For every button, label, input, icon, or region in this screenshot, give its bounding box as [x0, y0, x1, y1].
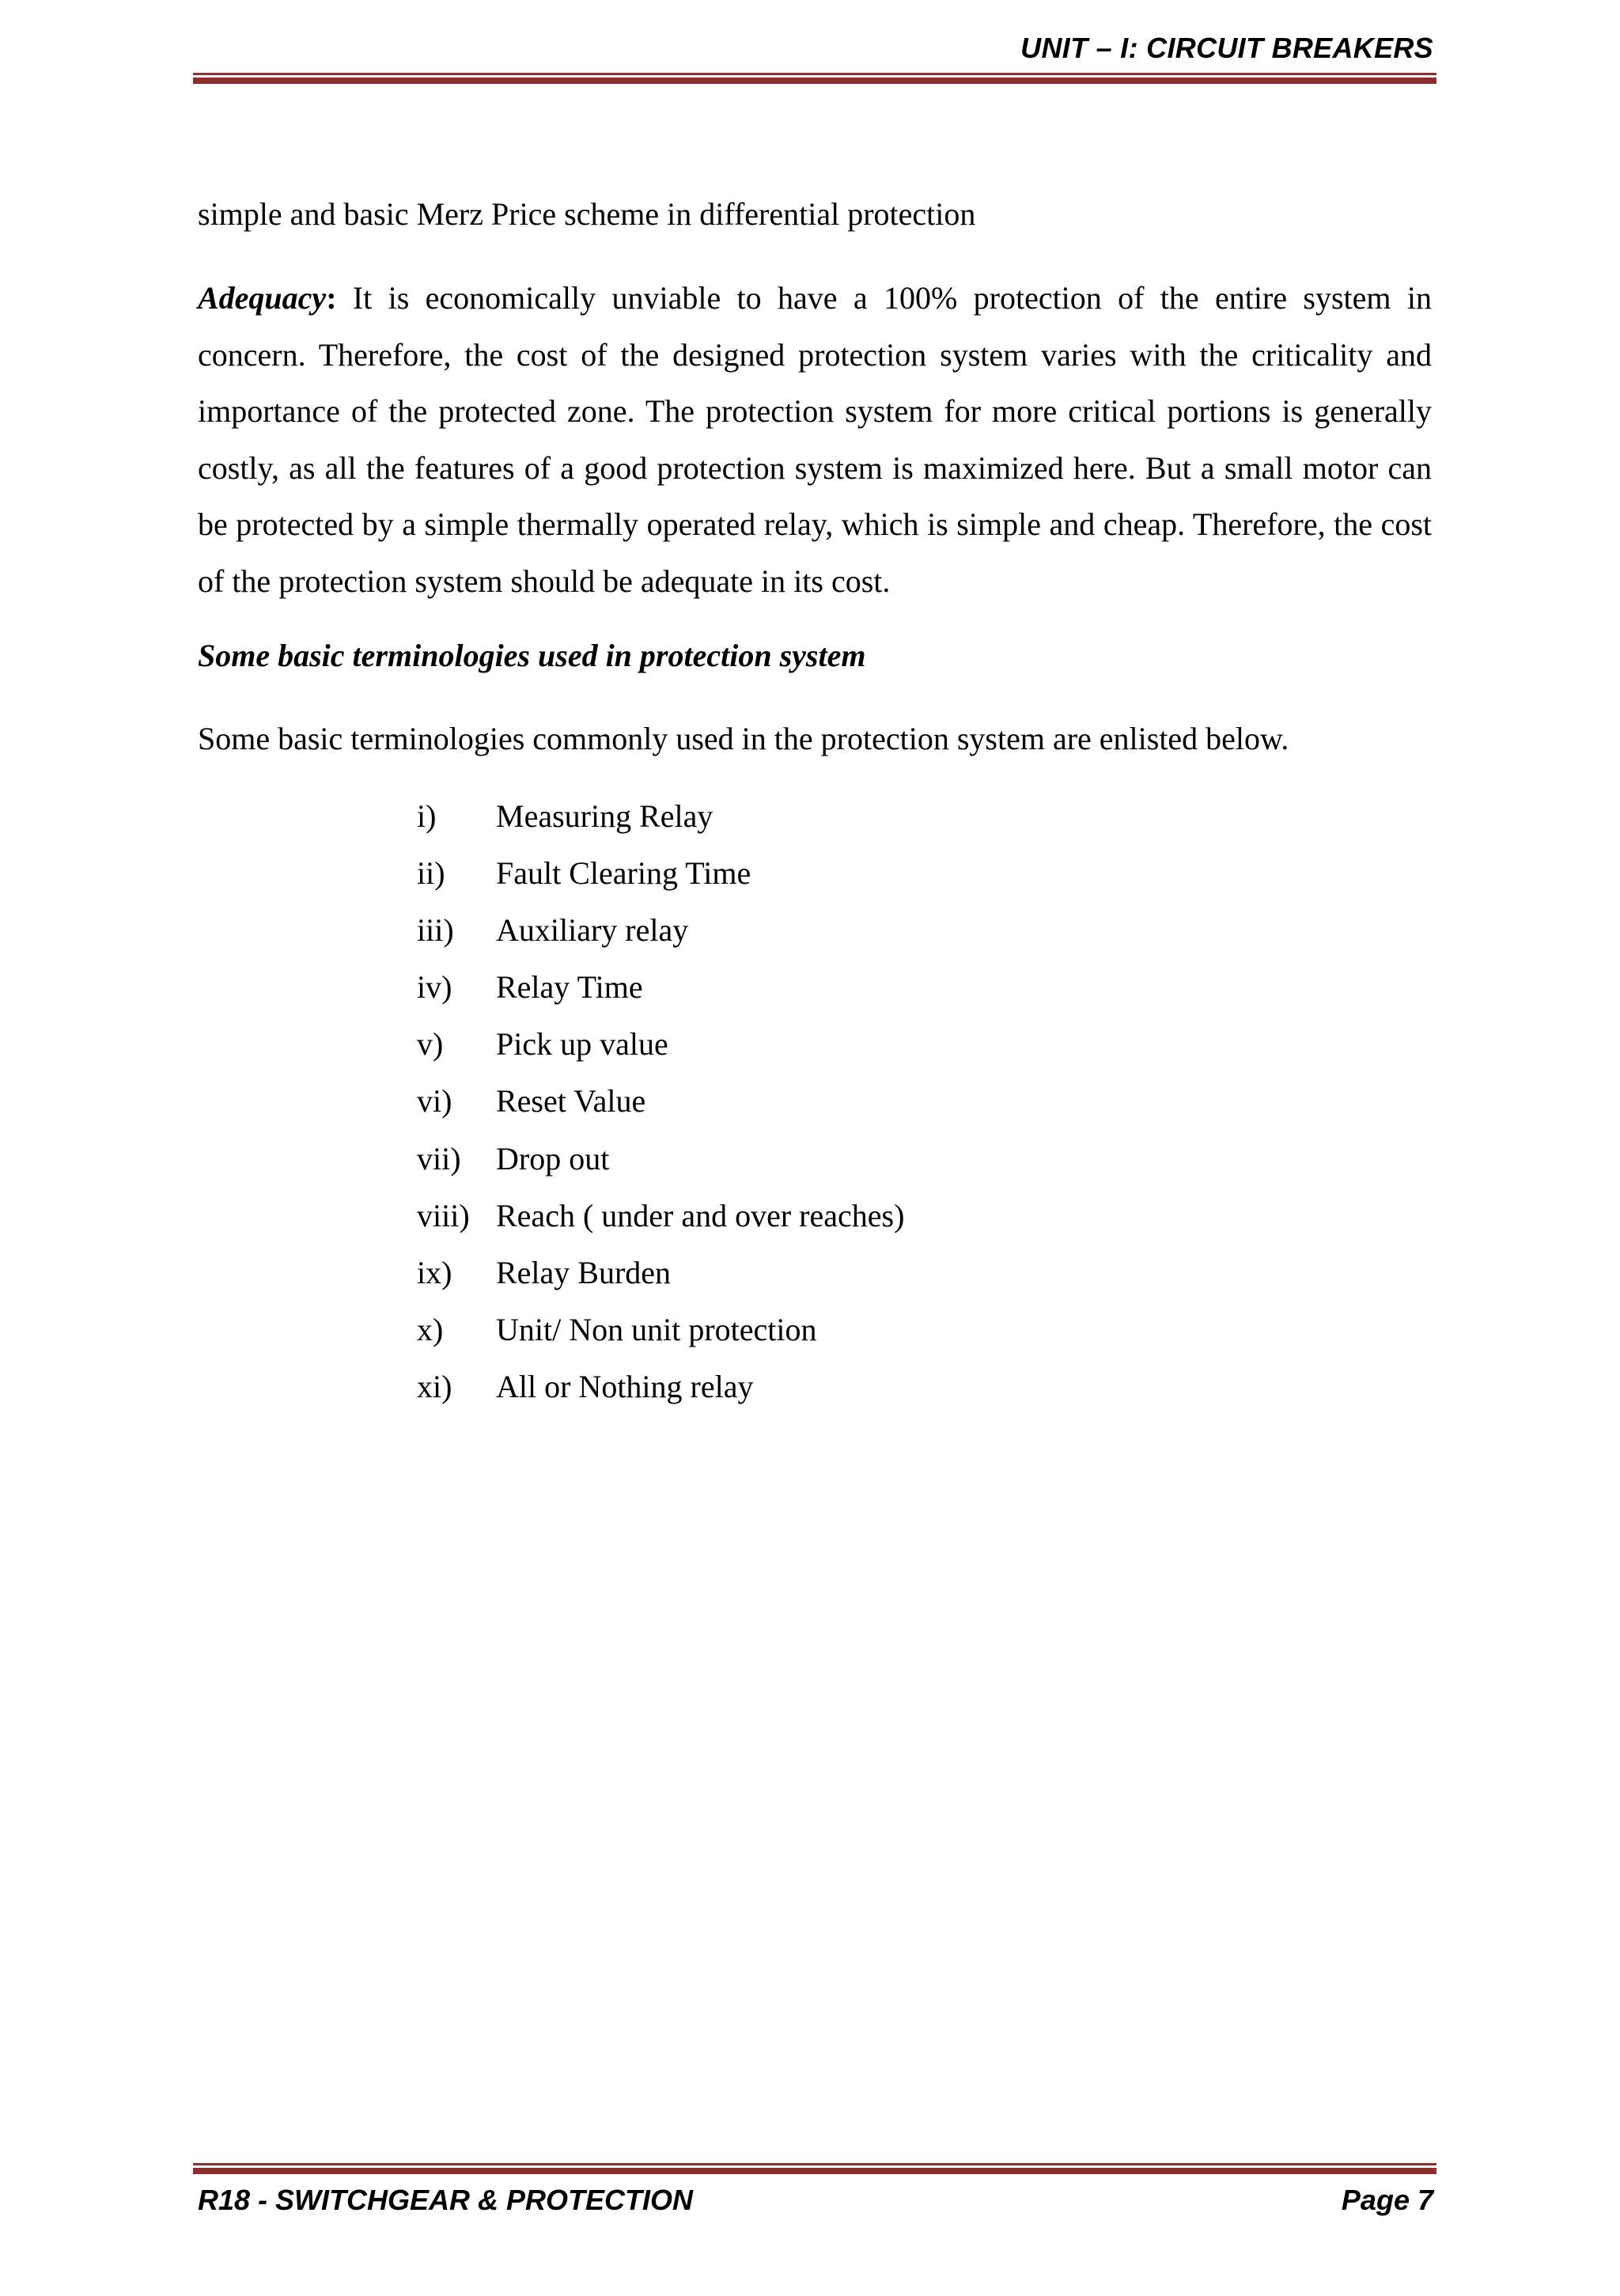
list-item-number: v) — [417, 1026, 444, 1063]
list-item — [417, 845, 904, 902]
list-item-number: vii) — [417, 1140, 461, 1176]
terminology-list — [417, 788, 904, 1415]
list-item-number: iii) — [417, 912, 454, 949]
list-item — [417, 1073, 904, 1130]
header-title: UNIT – I: CIRCUIT BREAKERS — [1020, 32, 1433, 64]
adequacy-colon: : — [326, 280, 337, 316]
list-item — [417, 1245, 904, 1301]
list-item — [417, 902, 904, 959]
list-item-label: Auxiliary relay — [496, 912, 689, 949]
section-intro: Some basic terminologies commonly used in the protection system are enlisted below. — [198, 721, 1289, 756]
list-item-number: ii) — [417, 855, 445, 892]
list-item-label: Relay Time — [496, 969, 643, 1006]
list-item — [417, 1188, 904, 1245]
list-item-label: Drop out — [496, 1140, 610, 1176]
list-item — [417, 1016, 904, 1073]
intro-line: simple and basic Merz Price scheme in differential protection — [198, 196, 976, 232]
section-heading: Some basic terminologies used in protection system — [198, 638, 866, 673]
adequacy-label: Adequacy — [198, 280, 327, 316]
list-item — [417, 1131, 904, 1188]
adequacy-text: It is economically unviable to have a 100% protection of the entire system in concern. Therefore, the cost of the designed protection system varies with the criticality and importance of the protected zone. The protection system for more critical portions is generally costly, as all the features of a good protection system is maximized here. But a small motor can be protected by a simple thermally operated relay, which is simple and cheap. Therefore, the cost of the protection system should be adequate in its cost. — [198, 280, 1432, 599]
list-item-number: x) — [417, 1311, 444, 1347]
list-item — [417, 959, 904, 1016]
list-item-label: All or Nothing relay — [496, 1368, 754, 1404]
list-item-label: Reset Value — [496, 1083, 646, 1120]
list-item-label: Reach ( under and over reaches) — [496, 1197, 905, 1233]
list-item-label: Measuring Relay — [496, 798, 713, 834]
footer-page-number: Page 7 — [1341, 2184, 1433, 2216]
list-item — [417, 1301, 904, 1358]
list-item-number: vi) — [417, 1083, 452, 1120]
list-item-number: ix) — [417, 1254, 452, 1290]
footer-rule — [193, 2163, 1436, 2174]
list-item — [417, 788, 904, 845]
list-item-label: Fault Clearing Time — [496, 855, 751, 892]
list-item-number: i) — [417, 798, 437, 834]
list-item-label: Unit/ Non unit protection — [496, 1311, 817, 1347]
list-item-number: iv) — [417, 969, 452, 1006]
list-item-label: Pick up value — [496, 1026, 668, 1063]
list-item-number: xi) — [417, 1368, 452, 1404]
header-rule — [193, 73, 1436, 84]
footer-course-title: R18 - SWITCHGEAR & PROTECTION — [198, 2184, 694, 2216]
list-item — [417, 1358, 904, 1415]
list-item-label: Relay Burden — [496, 1254, 672, 1290]
list-item-number: viii) — [417, 1197, 470, 1233]
adequacy-paragraph — [198, 270, 1432, 609]
